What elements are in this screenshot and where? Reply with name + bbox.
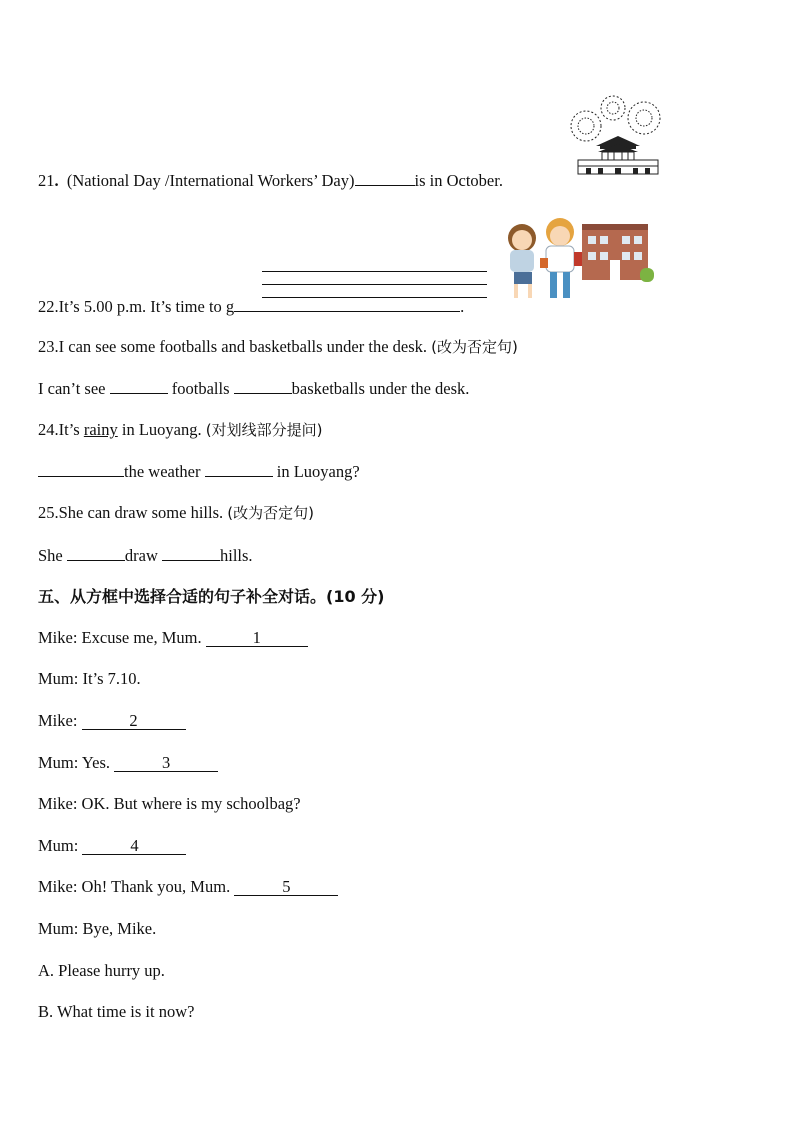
answer-blank[interactable] [110,378,168,394]
option-b: B. What time is it now? [38,1002,195,1021]
question-text: 22.It’s 5.00 p.m. It’s time to g [38,297,235,316]
dialogue-text: Yes. [81,753,110,772]
question-text: 25.She can draw some hills. [38,503,224,522]
answer-blank[interactable] [355,170,415,186]
answer-blank[interactable] [234,378,292,394]
answer-24 [38,461,360,482]
speaker-name: Mum: [38,669,79,688]
speaker-name: Mum: [38,753,79,772]
answer-blank[interactable] [205,461,273,477]
answer-blank[interactable] [38,461,124,477]
answer-text: in Luoyang? [276,462,360,481]
question-instruction: (改为否定句) [431,338,518,356]
dialogue-line [38,919,156,939]
question-text: in Luoyang. [121,420,202,439]
dialogue-answer-blank[interactable]: 3 [114,754,218,772]
dialogue-line [38,836,186,856]
speaker-name: Mike: [38,711,78,730]
dialogue-line [38,669,141,689]
question-instruction: (对划线部分提问) [205,421,323,439]
dialogue-answer-blank[interactable]: 4 [82,837,186,855]
answer-text: footballs [171,379,230,398]
writing-line [262,271,487,272]
question-text: is in October. [414,171,503,190]
question-25 [38,503,314,523]
underlined-word: rainy [83,420,118,439]
speaker-name: Mum: [38,836,79,855]
speaker-name: Mike: [38,628,78,647]
dialogue-text: Oh! Thank you, Mum. [81,877,231,896]
question-end: . [460,297,465,316]
question-number: 21 [38,171,55,190]
dialogue-line [38,711,186,731]
answer-blank[interactable] [234,296,460,312]
answer-blank[interactable] [67,545,125,561]
question-23 [38,337,518,357]
writing-line [262,284,487,285]
kids-school-image [500,214,656,310]
dialogue-text: Bye, Mike. [82,919,157,938]
dialogue-line [38,628,308,648]
answer-text: basketballs under the desk. [291,379,470,398]
question-24 [38,420,322,440]
dialogue-text: Excuse me, Mum. [81,628,202,647]
dialogue-text: It’s 7.10. [82,669,141,688]
dialogue-answer-blank[interactable]: 5 [234,878,338,896]
section-heading: 五、从方框中选择合适的句子补全对话。(10 分) [38,587,385,606]
question-text: 23.I can see some footballs and basketballs under the desk. [38,337,428,356]
speaker-name: Mike: [38,877,78,896]
question-22 [38,296,464,317]
dialogue-answer-blank[interactable]: 1 [206,629,308,647]
speaker-name: Mike: [38,794,78,813]
dialogue-line [38,794,301,814]
answer-text: I can’t see [38,379,106,398]
question-text: 24.It’s [38,420,80,439]
question-options: (National Day /International Workers’ Day) [66,171,355,190]
dialogue-text: OK. But where is my schoolbag? [81,794,301,813]
speaker-name: Mum: [38,919,79,938]
tiananmen-fireworks-image [568,94,668,180]
answer-25 [38,545,253,566]
answer-23 [38,378,469,399]
question-instruction: (改为否定句) [227,504,314,522]
dialogue-line [38,753,218,773]
answer-text: hills. [219,546,253,565]
answer-blank[interactable] [162,545,220,561]
answer-text: She [38,546,63,565]
dialogue-answer-blank[interactable]: 2 [82,712,186,730]
option-a: A. Please hurry up. [38,961,165,980]
question-21: 21. (National Day /International Workers’ Day) is in October. [38,171,503,190]
dialogue-line [38,877,338,897]
answer-text: the weather [124,462,201,481]
answer-text: draw [124,546,158,565]
